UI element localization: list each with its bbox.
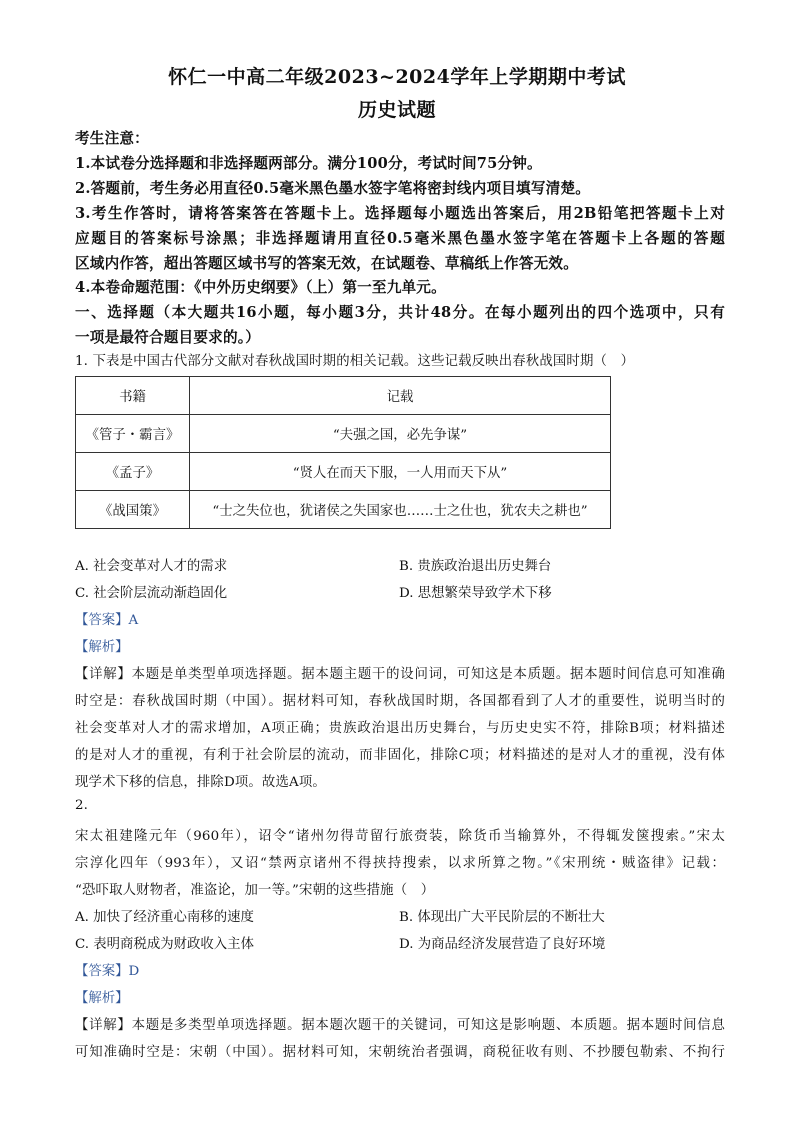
table-row xyxy=(76,491,611,529)
table-header-row xyxy=(76,377,611,415)
exam-subtitle: 历史试题 xyxy=(357,99,436,121)
table-row xyxy=(76,415,611,453)
q1-option-c: C. 社会阶层流动渐趋固化 xyxy=(75,586,228,601)
q1-detail-line: 现学术下移的信息，排除D项。故选A项。 xyxy=(75,775,326,790)
table-cell-record: “士之失位也，犹诸侯之失国家也……士之仕也，犹农夫之耕也” xyxy=(190,491,611,529)
q1-detail-line: 时空是：春秋战国时期（中国）。据材料可知，春秋战国时期，各国都看到了人才的重要性，说明当时的 xyxy=(75,694,725,709)
notice-item: 2.答题前，考生务必用直径0.5毫米黑色墨水签字笔将密封线内项目填写清楚。 xyxy=(75,180,591,197)
table-cell-book: 《战国策》 xyxy=(76,491,190,529)
q2-option-d: D. 为商品经济发展营造了良好环境 xyxy=(399,937,606,952)
q1-option-d: D. 思想繁荣导致学术下移 xyxy=(399,586,552,601)
table-row xyxy=(76,453,611,491)
question-2-stem: 宋太祖建隆元年（960年），诏令“诸州勿得苛留行旅赍装，除货币当输算外，不得辄发箧搜索。”宋太 xyxy=(75,829,725,844)
exam-title: 怀仁一中高二年级2023~2024学年上学期期中考试 xyxy=(168,66,626,88)
q2-analysis-label: 【解析】 xyxy=(75,991,129,1006)
q2-answer: 【答案】D xyxy=(75,964,140,979)
table-cell-book: 《孟子》 xyxy=(76,453,190,491)
notice-item: 区域内作答，超出答题区域书写的答案无效，在试题卷、草稿纸上作答无效。 xyxy=(75,255,578,272)
notice-item: 3.考生作答时，请将答案答在答题卡上。选择题每小题选出答案后，用2B铅笔把答题卡上对 xyxy=(75,205,725,222)
q2-option-b: B. 体现出广大平民阶层的不断壮大 xyxy=(399,910,605,925)
table-header-cell: 书籍 xyxy=(76,377,190,415)
section-heading: 一、选择题（本大题共16小题，每小题3分，共计48分。在每小题列出的四个选项中，只有 xyxy=(75,304,725,321)
table-cell-book: 《管子・霸言》 xyxy=(76,415,190,453)
table-cell-record: “夫强之国，必先争谋” xyxy=(190,415,611,453)
table-cell-record: “贤人在而天下服，一人用而天下从” xyxy=(190,453,611,491)
notice-item: 1.本试卷分选择题和非选择题两部分。满分100分，考试时间75分钟。 xyxy=(75,155,542,172)
q1-analysis-label: 【解析】 xyxy=(75,640,129,655)
q2-option-c: C. 表明商税成为财政收入主体 xyxy=(75,937,254,952)
question-1-stem: 1. 下表是中国古代部分文献对春秋战国时期的相关记载。这些记载反映出春秋战国时期（ ） xyxy=(75,354,635,369)
notice-heading: 考生注意： xyxy=(75,130,149,147)
q1-detail-line: 社会变革对人才的需求增加，A项正确；贵族政治退出历史舞台，与历史史实不符，排除B项；材料描述 xyxy=(75,721,725,736)
q1-detail-line: 【详解】本题是单类型单项选择题。据本题主题干的设问词，可知这是本质题。据本题时间信息可知准确 xyxy=(75,667,725,682)
q2-option-a: A. 加快了经济重心南移的速度 xyxy=(75,910,254,925)
table-header-cell: 记载 xyxy=(190,377,611,415)
records-table xyxy=(75,376,611,529)
q2-detail-line: 可知准确时空是：宋朝（中国）。据材料可知，宋朝统治者强调，商税征收有则、不抄腰包勒索、不拘行 xyxy=(75,1045,725,1060)
question-2-stem: “恐吓取人财物者，准盗论，加一等。”宋朝的这些措施（ ） xyxy=(75,883,435,898)
q1-option-a: A. 社会变革对人才的需求 xyxy=(75,559,228,574)
q1-answer: 【答案】A xyxy=(75,613,139,628)
section-heading-cont: 一项是最符合题目要求的。） xyxy=(75,329,261,346)
q1-option-b: B. 贵族政治退出历史舞台 xyxy=(399,559,552,574)
notice-item: 4.本卷命题范围：《中外历史纲要》（上）第一至九单元。 xyxy=(75,279,446,296)
question-2-stem: 宗淳化四年（993年），又诏“禁两京诸州不得挟持搜索，以求所算之物。”《宋刑统・贼盗律》记载： xyxy=(75,856,725,871)
notice-item: 应题目的答案标号涂黑；非选择题请用直径0.5毫米黑色墨水签字笔在答题卡上各题的答题 xyxy=(75,230,725,247)
q1-detail-line: 的是对人才的重视，有利于社会阶层的流动，而非固化，排除C项；材料描述的是对人才的重视，没有体 xyxy=(75,748,725,763)
q2-detail-line: 【详解】本题是多类型单项选择题。据本题次题干的关键词，可知这是影响题、本质题。据本题时间信息 xyxy=(75,1018,725,1033)
question-2-number: 2. xyxy=(75,798,89,813)
